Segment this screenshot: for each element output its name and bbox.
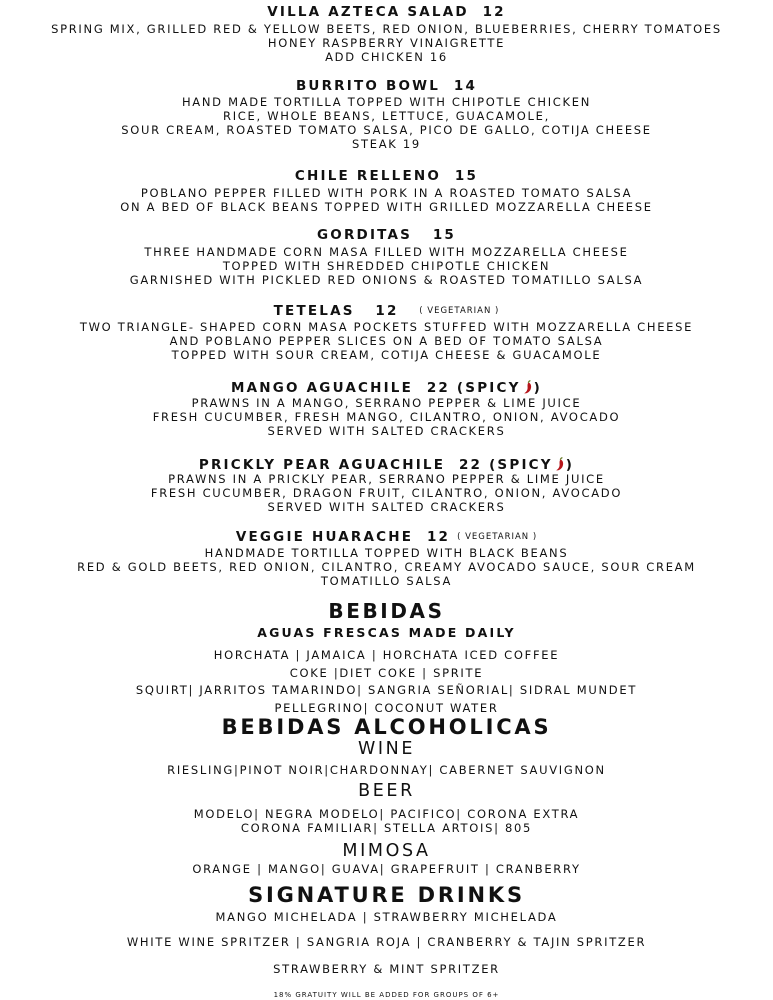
- dish-description-line: POBLANO PEPPER FILLED WITH PORK IN A ROASTED TOMATO SALSA: [140, 186, 633, 200]
- dish-description-line: THREE HANDMADE CORN MASA FILLED WITH MOZZARELLA CHEESE: [144, 245, 629, 259]
- dish-name: CHILE RELLENO: [294, 168, 442, 184]
- dish-description-line: GARNISHED WITH PICKLED RED ONIONS & ROASTED TOMATILLO SALSA: [129, 273, 644, 287]
- dish-name: GORDITAS: [316, 227, 413, 243]
- drink-list-line: MANGO MICHELADA | STRAWBERRY MICHELADA: [215, 910, 558, 924]
- dish-description-line: TOPPED WITH SHREDDED CHIPOTLE CHICKEN: [222, 259, 551, 273]
- drink-list-line: CORONA FAMILIAR| STELLA ARTOIS| 805: [240, 821, 533, 835]
- dish-price: 15: [454, 168, 479, 184]
- chili-pepper-icon: [554, 457, 565, 471]
- drink-list-line: ORANGE | MANGO| GUAVA| GRAPEFRUIT | CRANBERRY: [192, 862, 581, 876]
- dish-name: TETELAS: [273, 303, 355, 319]
- dish-description-line: SERVED WITH SALTED CRACKERS: [267, 500, 506, 514]
- dish-add-on: STEAK 19: [352, 137, 421, 151]
- dish-description-line: ON A BED OF BLACK BEANS TOPPED WITH GRILLED MOZZARELLA CHEESE: [120, 200, 653, 214]
- section-subtitle-aguas-frescas: AGUAS FRESCAS MADE DAILY: [257, 625, 516, 640]
- section-title-bebidas-alcoholicas: BEBIDAS ALCOHOLICAS: [221, 715, 552, 739]
- dish-description-line: FRESH CUCUMBER, FRESH MANGO, CILANTRO, ONION, AVOCADO: [152, 410, 621, 424]
- vegetarian-note: ( VEGETARIAN ): [457, 532, 538, 542]
- category-title-beer: BEER: [358, 781, 415, 801]
- spicy-label: (SPICY: [456, 380, 521, 396]
- dish-price: 22: [458, 457, 483, 473]
- section-title-bebidas: BEBIDAS: [328, 599, 445, 623]
- dish-name: BURRITO BOWL: [295, 78, 441, 94]
- section-title-signature-drinks: SIGNATURE DRINKS: [248, 883, 525, 907]
- dish-title-villa-azteca-salad: [0, 6, 773, 20]
- dish-description-line: SOUR CREAM, ROASTED TOMATO SALSA, PICO DE GALLO, COTIJA CHEESE: [121, 123, 652, 137]
- dish-title-burrito-bowl: [0, 80, 773, 94]
- drink-list-line: WHITE WINE SPRITZER | SANGRIA ROJA | CRANBERRY & TAJIN SPRITZER: [126, 935, 647, 949]
- spicy-label: (SPICY: [489, 457, 553, 473]
- dish-description-line: SERVED WITH SALTED CRACKERS: [267, 424, 506, 438]
- dish-description-line: TOPPED WITH SOUR CREAM, COTIJA CHEESE & GUACAMOLE: [171, 348, 602, 362]
- dish-description-line: TOMATILLO SALSA: [320, 574, 453, 588]
- dish-description-line: FRESH CUCUMBER, DRAGON FRUIT, CILANTRO, ONION, AVOCADO: [150, 486, 623, 500]
- dish-name: VEGGIE HUARACHE: [235, 529, 414, 545]
- drink-list-line: HORCHATA | JAMAICA | HORCHATA ICED COFFEE: [213, 648, 560, 662]
- drink-list-line: SQUIRT| JARRITOS TAMARINDO| SANGRIA SEÑORIAL| SIDRAL MUNDET: [135, 683, 638, 697]
- dish-title-veggie-huarache: [0, 531, 773, 545]
- dish-description-line: AND POBLANO PEPPER SLICES ON A BED OF TOMATO SALSA: [169, 334, 604, 348]
- dish-description-line: TWO TRIANGLE- SHAPED CORN MASA POCKETS STUFFED WITH MOZZARELLA CHEESE: [79, 320, 694, 334]
- dish-price: 22: [426, 380, 451, 396]
- dish-price: 12: [375, 303, 399, 319]
- dish-add-on: ADD CHICKEN 16: [325, 50, 448, 64]
- dish-title-chile-relleno: [0, 170, 773, 184]
- dish-description-line: PRAWNS IN A MANGO, SERRANO PEPPER & LIME JUICE: [191, 396, 582, 410]
- dish-description-line: SPRING MIX, GRILLED RED & YELLOW BEETS, RED ONION, BLUEBERRIES, CHERRY TOMATOES: [51, 22, 722, 36]
- dish-title-tetelas: [0, 305, 773, 319]
- chili-pepper-icon: [522, 380, 533, 394]
- drink-list-line: COKE |DIET COKE | SPRITE: [289, 666, 484, 680]
- category-title-mimosa: MIMOSA: [342, 841, 431, 861]
- dish-price: 15: [432, 227, 456, 243]
- dish-name: MANGO AGUACHILE: [231, 380, 414, 396]
- category-title-wine: WINE: [357, 739, 415, 759]
- dish-description-line: HAND MADE TORTILLA TOPPED WITH CHIPOTLE CHICKEN: [181, 95, 592, 109]
- dish-description-line: HONEY RASPBERRY VINAIGRETTE: [267, 36, 506, 50]
- drink-list-line: PELLEGRINO| COCONUT WATER: [274, 701, 499, 715]
- dish-price: 14: [453, 78, 478, 94]
- gratuity-note: 18% GRATUITY WILL BE ADDED FOR GROUPS OF 6+: [273, 991, 500, 999]
- dish-description-line: PRAWNS IN A PRICKLY PEAR, SERRANO PEPPER & LIME JUICE: [168, 472, 605, 486]
- spicy-label-close: ): [533, 380, 542, 396]
- dish-title-mango-aguachile: [0, 380, 773, 396]
- vegetarian-note: ( VEGETARIAN ): [419, 306, 500, 316]
- dish-name: VILLA AZTECA SALAD: [267, 4, 469, 20]
- drink-list-line: STRAWBERRY & MINT SPRITZER: [273, 962, 500, 976]
- dish-description-line: HANDMADE TORTILLA TOPPED WITH BLACK BEANS: [204, 546, 569, 560]
- dish-price: 12: [426, 529, 451, 545]
- drink-list-line: MODELO| NEGRA MODELO| PACIFICO| CORONA EXTRA: [193, 807, 580, 821]
- dish-title-gorditas: [0, 229, 773, 243]
- dish-title-prickly-pear-aguachile: [0, 457, 773, 473]
- drink-list-line: RIESLING|PINOT NOIR|CHARDONNAY| CABERNET SAUVIGNON: [167, 763, 606, 777]
- spicy-label-close: ): [565, 457, 575, 473]
- dish-price: 12: [482, 4, 506, 20]
- dish-description-line: RED & GOLD BEETS, RED ONION, CILANTRO, CREAMY AVOCADO SAUCE, SOUR CREAM: [77, 560, 696, 574]
- dish-description-line: RICE, WHOLE BEANS, LETTUCE, GUACAMOLE,: [223, 109, 550, 123]
- dish-name: PRICKLY PEAR AGUACHILE: [198, 457, 446, 473]
